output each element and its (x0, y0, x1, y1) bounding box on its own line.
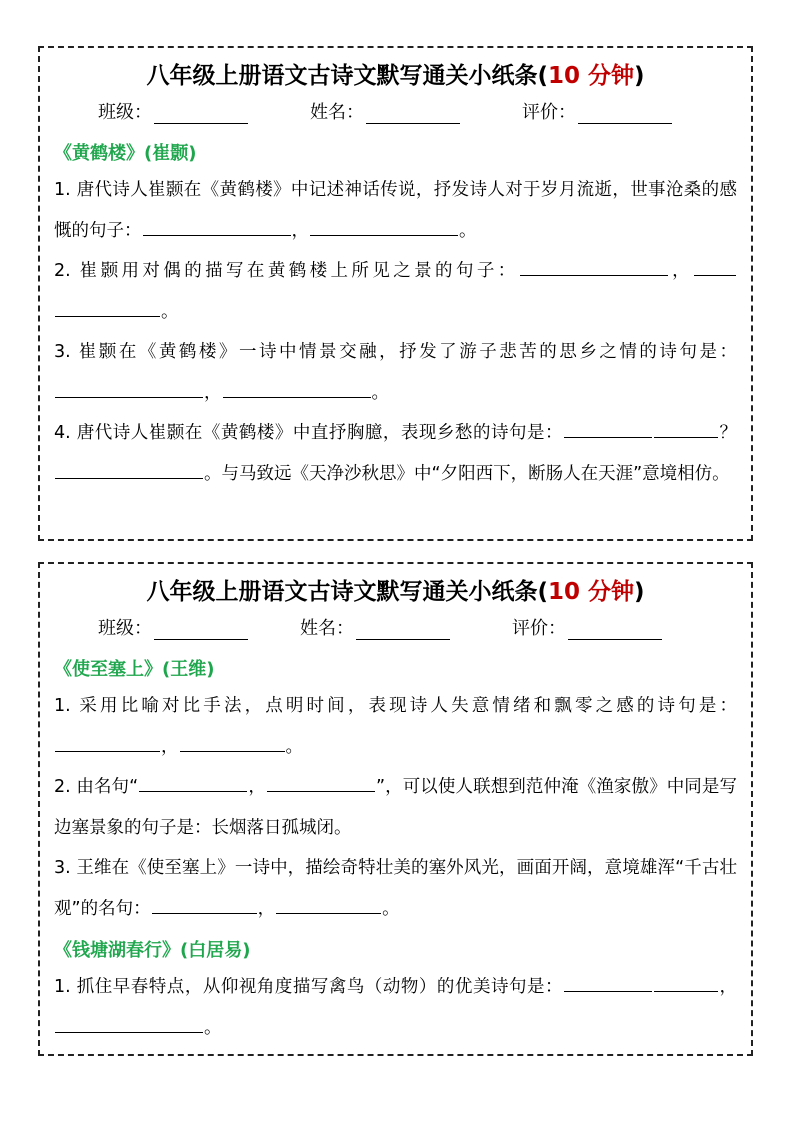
punct: ， (291, 220, 309, 241)
answer-blank[interactable] (55, 377, 203, 398)
punct: 。 (371, 382, 389, 403)
question-text: 3. 崔颢在《黄鹤楼》一诗中情景交融，抒发了游子悲苦的思乡之情的诗句是： (54, 342, 737, 362)
answer-blank[interactable] (55, 731, 160, 752)
question-text: 1. 抓住早春特点，从仰视角度描写禽鸟（动物）的优美诗句是： (54, 977, 563, 997)
title-paren: ) (634, 63, 645, 89)
answer-blank[interactable] (55, 458, 203, 479)
question-3 (54, 848, 737, 929)
name-label: 姓名： (310, 102, 364, 123)
eval-field (512, 614, 662, 644)
section-title-qiantanghu: 《钱塘湖春行》(白居易) (54, 940, 251, 961)
eval-blank[interactable] (578, 103, 672, 124)
student-info-row (54, 98, 737, 128)
answer-blank[interactable] (694, 255, 736, 276)
question-text: 2. 崔颢用对偶的描写在黄鹤楼上所见之景的句子： (54, 261, 519, 281)
class-field (98, 614, 248, 644)
worksheet-title (54, 576, 737, 608)
answer-blank[interactable] (654, 971, 718, 992)
punct: ？ (718, 423, 737, 443)
answer-blank[interactable] (139, 771, 247, 792)
eval-field (522, 98, 672, 128)
question-1 (54, 686, 737, 767)
question-text: 4. 唐代诗人崔颢在《黄鹤楼》中直抒胸臆，表现乡愁的诗句是： (54, 423, 563, 443)
punct: ， (248, 777, 266, 797)
title-time-limit: 10 分钟 (547, 63, 634, 89)
name-blank[interactable] (356, 619, 450, 640)
question-4 (54, 413, 737, 494)
punct: 。 (161, 301, 179, 322)
answer-blank[interactable] (654, 417, 718, 438)
question-text: 3. 王维在《使至塞上》一诗中，描绘奇特壮美的塞外风光，画面开阔，意境雄浑“千古壮观”的名句： (54, 858, 737, 919)
worksheet-title (54, 60, 737, 92)
punct: 。 (382, 898, 400, 919)
class-blank[interactable] (154, 103, 248, 124)
answer-blank[interactable] (564, 417, 652, 438)
punct: ， (718, 977, 737, 997)
eval-label: 评价： (512, 618, 566, 639)
worksheet-card-2 (38, 562, 753, 1056)
question-3 (54, 332, 737, 413)
class-field (98, 98, 248, 128)
punct: ， (668, 261, 693, 281)
answer-blank[interactable] (310, 215, 458, 236)
student-info-row (54, 614, 737, 644)
name-blank[interactable] (366, 103, 460, 124)
question-2 (54, 251, 737, 332)
punct: ， (161, 736, 179, 757)
title-paren: ) (634, 579, 645, 605)
answer-blank[interactable] (152, 893, 257, 914)
question-1 (54, 170, 737, 251)
eval-label: 评价： (522, 102, 576, 123)
class-label: 班级： (98, 102, 152, 123)
punct: 。 (285, 736, 303, 757)
question-text: 1. 采用比喻对比手法，点明时间，表现诗人失意情绪和飘零之感的诗句是： (54, 696, 737, 716)
answer-blank[interactable] (223, 377, 371, 398)
punct: ， (257, 898, 276, 919)
question-4 (54, 967, 737, 1048)
title-text: 八年级上册语文古诗文默写通关小纸条( (146, 579, 548, 605)
class-label: 班级： (98, 618, 152, 639)
title-text: 八年级上册语文古诗文默写通关小纸条( (146, 63, 548, 89)
answer-blank[interactable] (180, 731, 285, 752)
answer-blank[interactable] (267, 771, 375, 792)
answer-blank[interactable] (143, 215, 291, 236)
punct: 。 (204, 1017, 222, 1038)
name-field (310, 98, 460, 128)
question-text: 。与马致远《天净沙秋思》中“夕阳西下，断肠人在天涯”意境相仿。 (204, 463, 730, 484)
name-label: 姓名： (300, 618, 354, 639)
answer-blank[interactable] (55, 296, 160, 317)
punct: ， (204, 382, 222, 403)
title-time-limit: 10 分钟 (547, 579, 634, 605)
question-text: 2. 由名句“ (54, 777, 139, 797)
answer-blank[interactable] (564, 971, 652, 992)
section-title-shizhisaishang: 《使至塞上》(王维) (54, 659, 215, 680)
answer-blank[interactable] (55, 1012, 203, 1033)
worksheet-card-1 (38, 46, 753, 541)
class-blank[interactable] (154, 619, 248, 640)
eval-blank[interactable] (568, 619, 662, 640)
answer-blank[interactable] (276, 893, 381, 914)
question-2 (54, 767, 737, 848)
name-field (300, 614, 450, 644)
punct: 。 (459, 220, 477, 241)
question-text: ”，可以使人联想到范仲淹《渔家傲》中同是写边塞景象的句子是：长烟落日孤城闭。 (54, 777, 737, 838)
question-text: 1. 唐代诗人崔颢在《黄鹤楼》中记述神话传说，抒发诗人对于岁月流逝，世事沧桑的感慨的句子： (54, 180, 737, 241)
answer-blank[interactable] (520, 255, 668, 276)
section-title-huanghelou: 《黄鹤楼》(崔颢) (54, 143, 197, 164)
